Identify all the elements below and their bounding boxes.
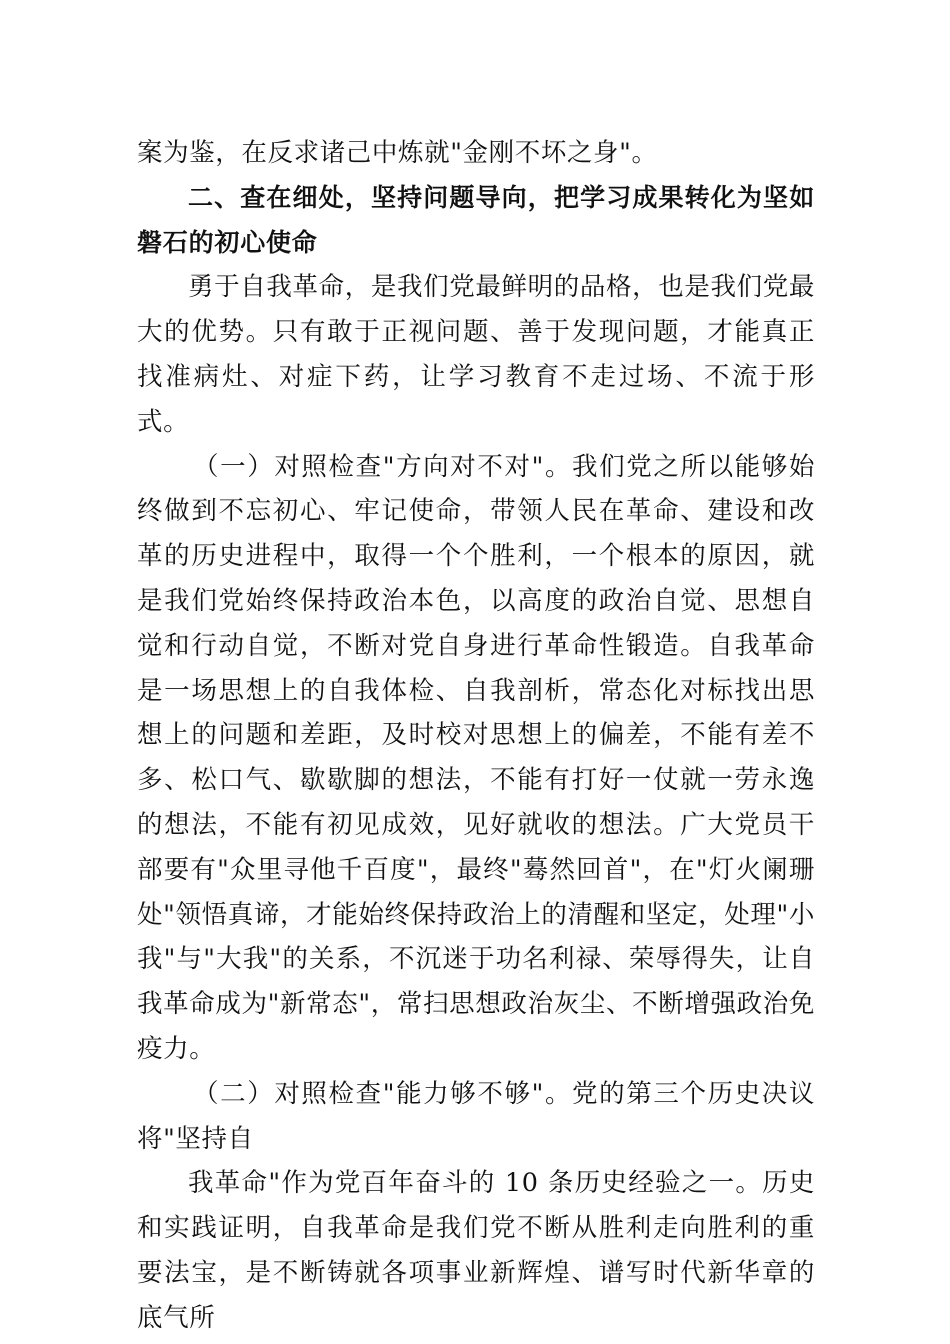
paragraph-continuation: 案为鉴，在反求诸己中炼就"金刚不坏之身"。 [137, 138, 658, 168]
section-heading: 二、查在细处，坚持问题导向，把学习成果转化为坚如磐石的初心使命 [137, 182, 815, 257]
paragraph-point-two-continued: 我革命"作为党百年奋斗的 10 条历史经验之一。历史和实践证明，自我革命是我们党不断从胜利走向胜利的重要法宝，是不断铸就各项事业新辉煌、谱写时代新华章的底气所 [137, 1168, 815, 1333]
paragraph-point-two: （二）对照检查"能力够不够"。党的第三个历史决议将"坚持自 [137, 1078, 815, 1154]
paragraph-intro: 勇于自我革命，是我们党最鲜明的品格，也是我们党最大的优势。只有敢于正视问题、善于发现问题，才能真正找准病灶、对症下药，让学习教育不走过场、不流于形式。 [137, 272, 815, 437]
paragraph-point-one: （一）对照检查"方向对不对"。我们党之所以能够始终做到不忘初心、牢记使命，带领人民在革命、建设和改革的历史进程中，取得一个个胜利，一个根本的原因，就是我们党始终保持政治本色，以高度的政治自觉、思想自觉和行动自觉，不断对党自身进行革命性锻造。自我革命是一场思想上的自我体检、自我剖析，常态化对标找出思想上的问题和差距，及时校对思想上的偏差，不能有差不多、松口气、歇歇脚的想法，不能有打好一仗就一劳永逸的想法，不能有初见成效，见好就收的想法。广大党员干部要有"众里寻他千百度"，最终"蓦然回首"，在"灯火阑珊处"领悟真谛，才能始终保持政治上的清醒和坚定，处理"小我"与"大我"的关系，不沉迷于功名利禄、荣辱得失，让自我革命成为"新常态"，常扫思想政治灰尘、不断增强政治免疫力。 [137, 451, 815, 1064]
document-body [137, 131, 815, 1341]
